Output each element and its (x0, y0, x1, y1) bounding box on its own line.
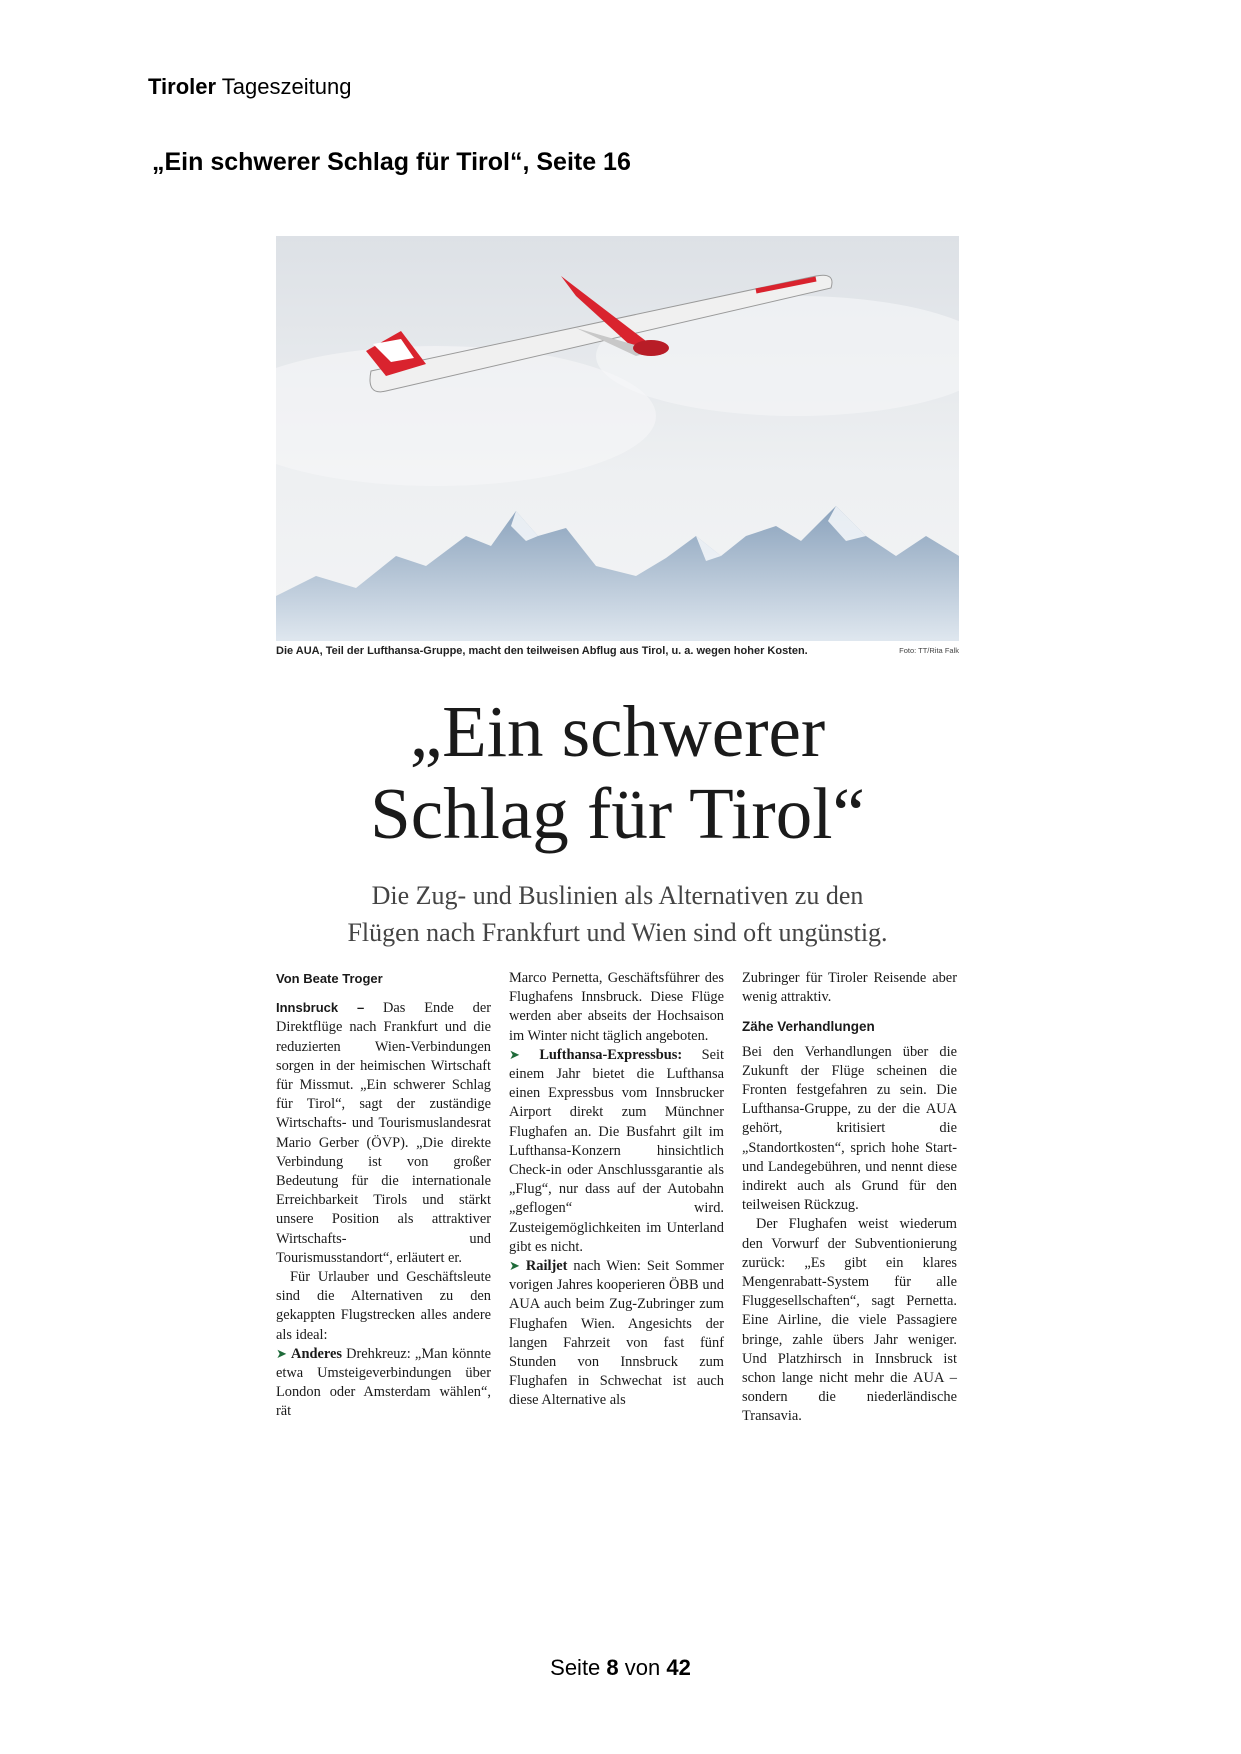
byline: Von Beate Troger (276, 971, 383, 986)
column-2 (509, 969, 724, 1427)
current-page: 8 (606, 1655, 619, 1680)
total-pages: 42 (666, 1655, 691, 1680)
arrow-icon: ➤ (509, 1047, 520, 1063)
dateline: Innsbruck – (276, 1000, 365, 1016)
aircraft-photo (276, 236, 959, 641)
arrow-icon: ➤ (509, 1259, 520, 1275)
paragraph: Der Flughafen weist wiederum den Vorwurf der Subventionierung zurück: „Es gibt ein klares Mengenrabatt-System für alle Fluggesellschaften“, sagt Pernetta. Eine Airline, die viele Passagiere bringe, zahle übers Jahr weniger. Und Platzhirsch in Innsbruck ist schon lange nicht mehr die AUA – sondern die niederländische Transavia. (742, 1216, 957, 1425)
article-title-line-1: „Ein schwerer (409, 691, 826, 772)
publication-name-rest: Tageszeitung (216, 74, 352, 99)
newspaper-clipping (276, 236, 959, 1427)
paragraph: Innsbruck – Das Ende der Direktflüge nach Frankfurt und die reduzierten Wien-Verbindungen sorgen in der heimischen Wirtschaft für Missmut. „Ein schwerer Schlag für Tirol“, sagt der zuständige Wirtschafts- und Tourismuslandesrat Mario Gerber (ÖVP). „Die direkte Verbindung ist von großer Bedeutung für die internationale Erreichbarkeit Tirols und stärkt unsere Position als attraktiver Wirtschafts- und Tourismusstandort“, erläutert er. (276, 1000, 491, 1266)
subtitle-line-2: Flügen nach Frankfurt und Wien sind oft ungünstig. (347, 918, 888, 947)
subheading: Zähe Verhandlungen (742, 1019, 875, 1035)
caption-text: Die AUA, Teil der Lufthansa-Gruppe, macht den teilweisen Abflug aus Tirol, u. a. wegen hoher Kosten. (276, 645, 808, 657)
paragraph: Bei den Verhandlungen über die Zukunft der Flüge scheinen die Fronten festgefahren zu sein. Die Lufthansa-Gruppe, zu der die AUA gehört, kritisiert die „Standortkosten“, sprich hohe Start- und Landegebühren, und nennt diese indirekt auch als Grund für den teilweisen Rückzug. (742, 1043, 957, 1214)
aircraft-over-mountains-illustration (276, 236, 959, 641)
publication-name-bold: Tiroler (148, 74, 217, 99)
column-1 (276, 969, 491, 1427)
photo-credit: Foto: TT/Rita Falk (899, 646, 959, 655)
paragraph: Marco Pernetta, Geschäftsführer des Flughafens Innsbruck. Diese Flüge werden aber abseits der Hochsaison im Winter nicht täglich angeboten. (509, 970, 724, 1044)
bullet-label: Railjet (525, 1258, 568, 1275)
bullet-label: Anderes (291, 1345, 342, 1362)
article-body (276, 969, 959, 1427)
article-title-line-2: Schlag für Tirol“ (370, 773, 865, 854)
paragraph: Zubringer für Tiroler Reisende aber wenig attraktiv. (742, 970, 957, 1006)
column-3 (742, 969, 957, 1427)
subtitle-line-1: Die Zug- und Buslinien als Alternativen zu den (371, 881, 864, 910)
article-reference-title: „Ein schwerer Schlag für Tirol“, Seite 16 (152, 148, 631, 176)
photo-caption (276, 645, 959, 663)
page-footer: Seite 8 von 42 (550, 1655, 691, 1680)
article-title (276, 691, 959, 855)
paragraph: ➤ Anderes Drehkreuz: „Man könnte etwa Umsteigeverbindungen über London oder Amsterdam wählen“, rät (276, 1345, 491, 1420)
paragraph: ➤ Lufthansa-Expressbus: Seit einem Jahr bietet die Lufthansa einen Expressbus vom Innsbrucker Airport direkt zum Münchner Flughafen an. Die Busfahrt gilt im Lufthansa-Konzern hinsichtlich Check-in oder Anschlussgarantie als „Flug“, nur dass auf der Autobahn „geflogen“ wird. Zusteigemöglichkeiten im Unterland gibt es nicht. (509, 1046, 724, 1255)
bullet-label: Lufthansa-Expressbus: (539, 1046, 683, 1063)
publication-name (148, 74, 351, 100)
article-subtitle (276, 877, 959, 951)
arrow-icon: ➤ (276, 1346, 287, 1362)
paragraph: Für Urlauber und Geschäftsleute sind die Alternativen zu den gekappten Flugstrecken alles andere als ideal: (276, 1269, 491, 1343)
paragraph: ➤ Railjet nach Wien: Seit Sommer vorigen Jahres kooperieren ÖBB und AUA auch beim Zug-Zubringer zum Flughafen Wien. Angesichts der langen Fahrzeit von fast fünf Stunden von Innsbruck zum Flughafen in Schwechat ist auch diese Alternative als (509, 1258, 724, 1409)
